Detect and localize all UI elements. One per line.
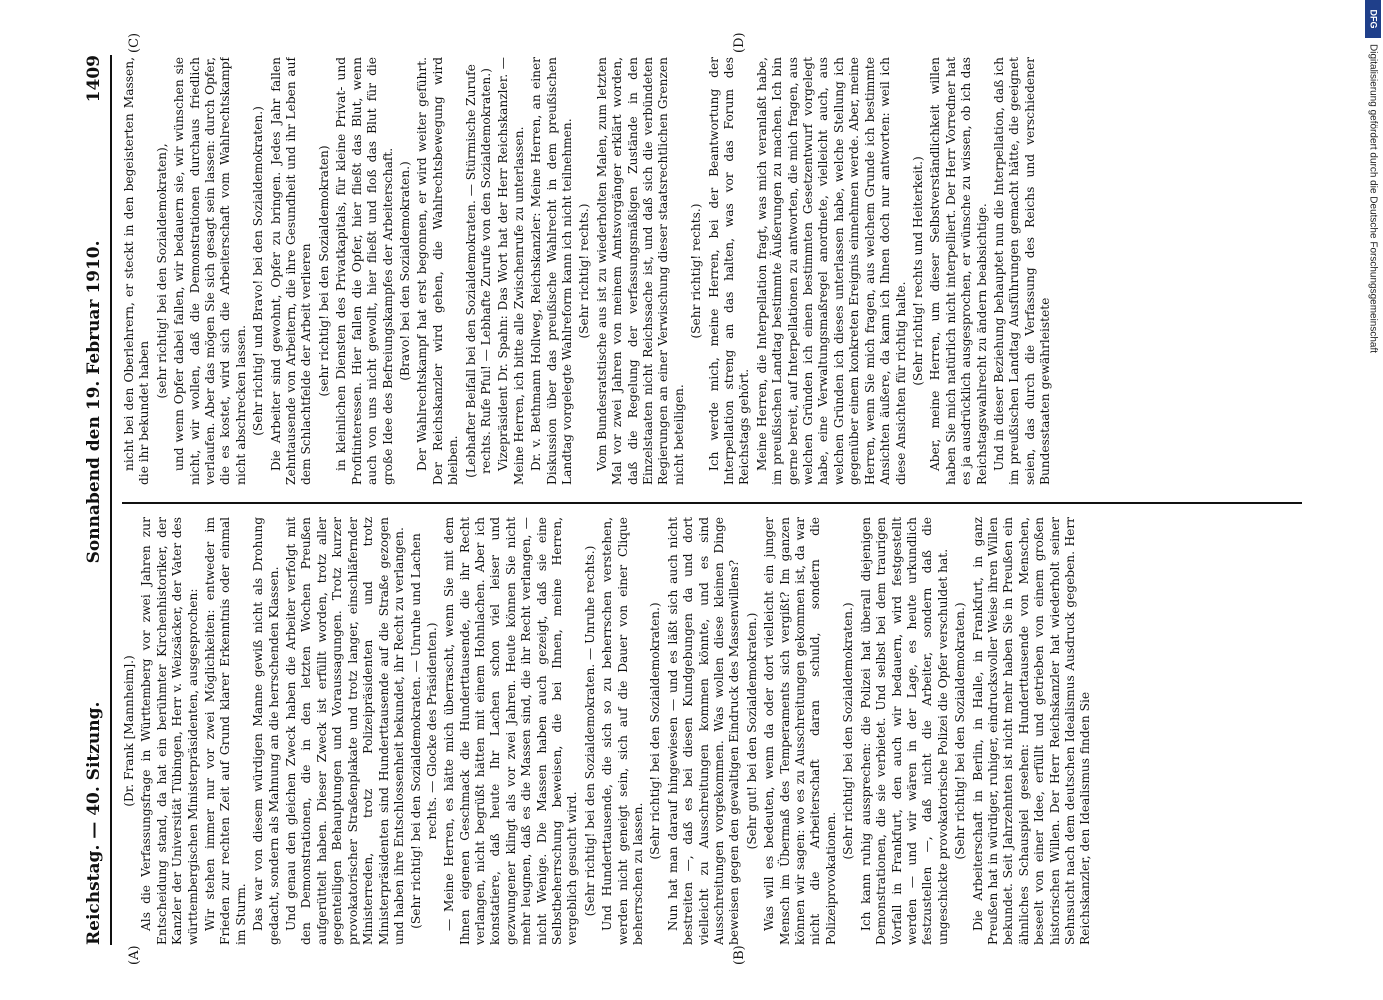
header-rule [110,55,112,945]
paragraph: Dr. v. Bethmann Hollweg, Reichskanzler: Meine Herren, an einer Diskussion über das preußische Wahlrecht in dem preußischen Landtag vorgelegte Wahlreform kann ich nicht teilnehmen. [528,57,574,485]
paragraph: (Sehr gut! bei den Sozialdemokraten.) [744,612,759,850]
paragraph: Das war von diesem würdigen Manne gewiß nicht als Drohung gedacht, sondern als Mahnung an die herrschenden Klassen. [250,517,281,945]
margin-marker-d: (D) [731,32,747,53]
paragraph: — Meine Herren, es hätte mich überrascht, wenn Sie mit dem Ihnen eigenen Geschmack die Hunderttausende, die ihr Recht verlangen, nicht begrüßt hätten mit einem Hohnlachen. Aber ich konstatiere, daß heute Ihr Lachen schon viel leiser und gezwungener klingt als vor zwei Jahren. Heute können Sie nicht mehr leugnen, daß es die Massen sind, die ihr Recht verlangen, — nicht Wenige. Die Massen haben auch gezeigt, daß sie eine Selbstbeherrschung beweisen, die bei Ihnen, meine Herren, vergeblich gesucht wird. [441,517,579,945]
paragraph: (Sehr richtig! rechts und Heiterkeit.) [910,156,925,386]
paragraph: und wenn Opfer dabei fallen, wir bedauern sie, wir wünschen sie nicht, wir wollen, daß die Demonstrationen durchaus friedlich verlaufen. Aber das mögen Sie sich gesagt sein lassen: durch Opfer, die es kostet, wird sich die Arbeiterschaft vom Wahlrechtskampf nicht abschrecken lassen. [171,57,248,485]
paragraph: Was will es bedeuten, wenn da oder dort vielleicht ein junger Mensch im Übermaß des Temperaments sich vergißt? Im ganzen können wir sagen: wo es zu Ausschreitungen gekommen ist, da war nicht die Arbeiterschaft daran schuld, sondern die Polizeiprovokationen. [761,517,838,945]
margin-marker-a: (A) [126,945,142,965]
digitization-note-text: Digitalisierung gefördert durch die Deutsche Forschungsgemeinschaft [1367,44,1379,354]
paragraph: Die Arbeiter sind gewohnt, Opfer zu bringen. Jedes Jahr fallen Zehntausende von Arbeitern, die ihre Gesundheit und ihr Leben auf dem Schlachtfelde der Arbeit verlieren [268,57,313,485]
rotated-page [72,32,1312,965]
paragraph: (Sehr richtig! bei den Sozialdemokraten.) [840,602,855,860]
paragraph: (Sehr richtig! bei den Sozialdemokraten. — Unruhe und Lachen rechts. — Glocke des Präsidenten.) [408,533,439,929]
paragraph: Meine Herren, die Interpellation fragt, was mich veranlaßt habe, im preußischen Landtag bestimmte Äußerungen zu machen. Ich bin gerne bereit, auf Interpellationen zu antworten, die mich fragen, aus welchen Gründen ich einen bestimmten Gesetzentwurf vorgelegt habe, eine Verwaltungsmaßregel anordnete, vielleicht auch, aus welchen Gründen ich dieses unterlassen habe, welche Stellung ich gegenüber einem konkreten Ereignis einnehmen werde. Aber, meine Herren, wenn Sie mich fragen, aus welchem Grunde ich bestimmte Ansichten äußere, da kann ich Ihnen doch nur antworten: weil ich diese Ansichten für richtig halte. [754,57,907,485]
paragraph: (Sehr richtig! bei den Sozialdemokraten.) [647,602,662,860]
paragraph: Die Arbeiterschaft in Berlin, in Halle, in Frankfurt, in ganz Preußen hat in würdiger, ruhiger, eindrucksvoller Weise ihren Willen bekundet. Seit Jahrzehnten ist nicht mehr haben Sie in Preußen ein ähnliches Schauspiel gesehen: Hunderttausende von Menschen, beseelt von einer Idee, erfüllt und getrieben von einem großen historischen Willen. Der Herr Reichskanzler hat wiederholt seiner Sehnsucht nach dem deutschen Idealismus Ausdruck gegeben. Herr Reichskanzler, den Idealismus finden Sie [970,517,1092,945]
paragraph: Wir stehen immer nur vor zwei Möglichkeiten: entweder im Frieden zur rechten Zeit auf Grund klarer Erkenntnis oder einmal im Sturm. [202,517,248,945]
paragraph: Und in dieser Beziehung behauptet nun die Interpellation, daß ich im preußischen Landtag Ausführungen gemacht hätte, die geeignet seien, das durch die Verfassung des Reichs und verschiedener Bundesstaaten gewährleistete [991,57,1052,485]
dfg-logo [1365,0,1381,38]
paragraph: (Sehr richtig! und Bravo! bei den Sozialdemokraten.) [250,106,265,436]
paragraph: (Lebhafter Beifall bei den Sozialdemokraten. — Stürmische Zurufe rechts. Rufe Pfui! — Lebhafte Zurufe von den Sozialdemokraten.) [463,64,493,478]
paragraph: (Sehr richtig! rechts.) [576,203,591,339]
paragraph: Der Wahlrechtskampf hat erst begonnen, er wird weiter geführt. Der Reichskanzler wird gehen, die Wahlrechtsbewegung wird bleiben. [414,57,460,485]
paragraph: Und genau den gleichen Zweck haben die Arbeiter verfolgt mit den Demonstrationen, die in den letzten Wochen Preußen aufgerüttelt haben. Dieser Zweck ist erfüllt worden, trotz aller gegenteiligen Behauptungen und Voraussagungen. Trotz kurzer provokatorischer Straßenplakate und trotz langer, einschläfernder Ministerreden, trotz Polizeipräsidenten und trotz Ministerpräsidenten sind Hunderttausende auf die Straße gezogen und haben ihre Entschlossenheit bekundet, ihr Recht zu verlangen. [283,517,406,945]
paragraph: Und Hunderttausende, die sich so zu beherrschen verstehen, werden nicht geneigt sein, sich auf die Dauer von einer Clique beherrschen zu lassen. [599,517,645,945]
paragraph: (Bravo! bei den Sozialdemokraten.) [397,161,412,381]
paragraph: Vizepräsident Dr. Spahn: Das Wort hat der Herr Reichskanzler. — Meine Herren, ich bitte alle Zwischenrufe zu unterlassen. [495,57,526,485]
paragraph: in kleinlichen Diensten des Privatkapitals, für kleine Privat- und Profitinteressen. Hier fallen die Opfer, hier fließt das Blut, wenn auch von uns nicht gewollt, hier fließt und floß das Blut für die große Idee des Befreiungskampfes der Arbeiterschaft. [333,57,394,485]
paragraph: nicht bei den Oberlehrern, er steckt in den begeisterten Massen, die ihr bekundet haben [121,57,151,485]
text-column-right [122,57,1302,485]
page-number: 1409 [83,55,104,103]
paragraph: (Sehr richtig! rechts.) [688,203,703,339]
text-column-left [122,517,1302,945]
page-header [72,55,104,945]
header-left: Reichstag. — 40. Sitzung. [83,701,104,945]
paragraph: Aber, meine Herren, um dieser Selbstverständlichkeit willen haben Sie mich natürlich nicht interpelliert. Der Herr Vorredner hat es ja ausdrücklich ausgesprochen, er wünsche zu wissen, ob ich das Reichstagswahlrecht zu ändern beabsichtige. [927,57,989,485]
paragraph: (Sehr richtig! bei den Sozialdemokraten.) [952,602,967,860]
column-divider [122,502,1302,504]
paragraph: (Sehr richtig! bei den Sozialdemokraten. — Unruhe rechts.) [582,545,597,917]
paragraph: Nun hat man darauf hingewiesen — und es läßt sich auch nicht bestreiten —, daß es bei diesen Kundgebungen da und dort vielleicht zu Ausschreitungen kommen könnte, und es sind Ausschreitungen vorgekommen. Was wollen diese kleinen Dinge beweisen gegen den gewaltigen Eindruck des Massenwillens? [665,517,741,945]
digitization-note [1365,44,1381,484]
dfg-logo-text: DFG [1368,9,1378,29]
paragraph: Ich kann ruhig aussprechen: die Polizei hat überall diejenigen Demonstrationen, die sie verbietet. Und selbst bei dem traurigen Vorfall in Frankfurt, den auch wir bedauern, wird festgestellt werden — und wir wären in der Lage, es heute urkundlich festzustellen —, daß nicht die Arbeiter, sondern daß die ungeschickte provokatorische Polizei die Opfer verschuldet hat. [858,517,950,945]
margin-marker-b: (B) [731,945,747,965]
header-date: Sonnabend den 19. Februar 1910. [83,240,104,564]
paragraph: Vom Bundesratstische aus ist zu wiederholten Malen, zum letzten Mal vor zwei Jahren von meinem Amtsvorgänger erklärt worden, daß die Regelung der verfassungsmäßigen Zustände in den Einzelstaaten nicht Reichssache ist, und daß sich die verbündeten Regierungen an einer Verwischung dieser staatsrechtlichen Grenzen nicht beteiligen. [594,57,686,485]
paragraph: (sehr richtig! bei den Sozialdemokraten), [154,143,169,399]
paragraph: (sehr richtig! bei den Sozialdemokraten) [316,145,331,397]
margin-marker-c: (C) [126,32,142,53]
paragraph: Ich werde mich, meine Herren, bei der Beantwortung der Interpellation streng an das halten, was vor das Forum des Reichstags gehört. [706,57,751,485]
paragraph: (Dr. Frank [Mannheim].) [121,655,136,807]
paragraph: Als die Verfassungsfrage in Württemberg vor zwei Jahren zur Entscheidung stand, da hat ein berühmter Kirchenhistoriker, der Kanzler der Universität Tübingen, Herr v. Weizsäcker, der Vater des württembergischen Ministerpräsidenten, ausgesprochen: [138,517,200,945]
